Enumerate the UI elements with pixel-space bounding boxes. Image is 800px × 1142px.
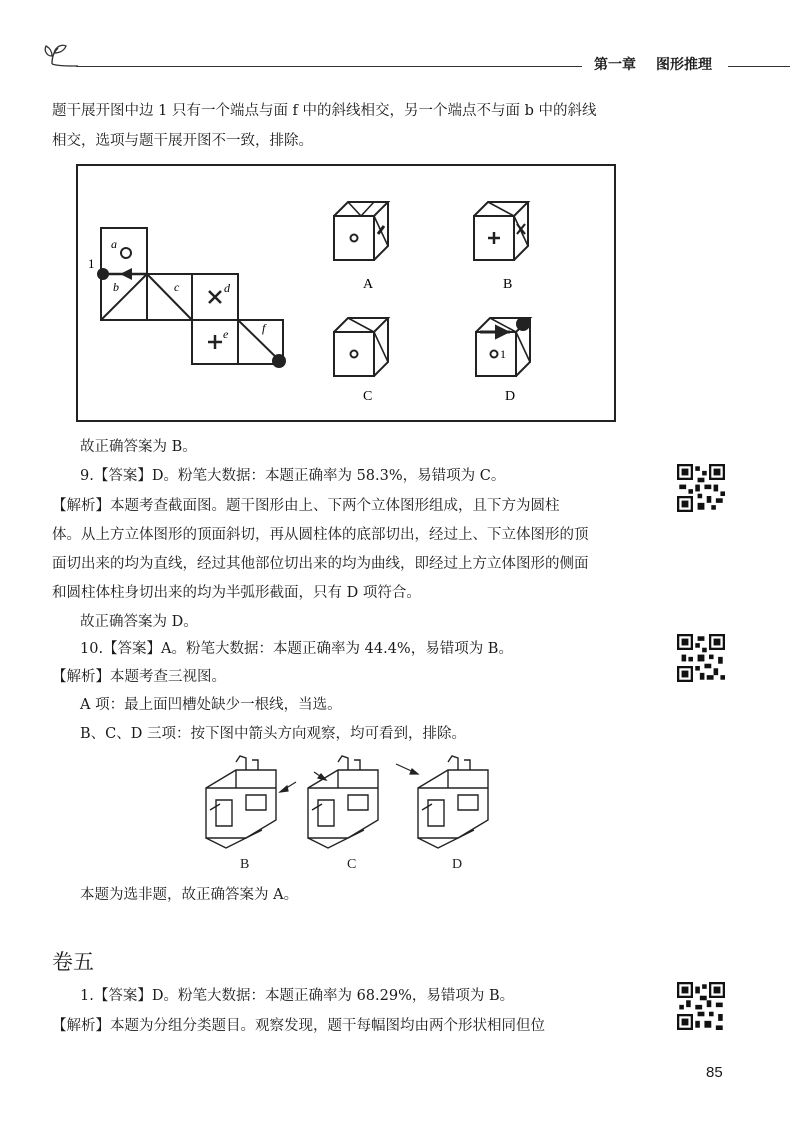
intro-line-1: 题干展开图中边 1 只有一个端点与面 f 中的斜线相交，另一个端点不与面 b 中的斜线: [52, 103, 597, 119]
q9-conclusion: 故正确答案为 D。: [80, 614, 198, 630]
page-number: 85: [706, 1064, 723, 1081]
intro-line-2: 相交，选项与题干展开图不一致，排除。: [52, 133, 313, 149]
solid-b: [206, 756, 276, 848]
header-rule-left: [76, 66, 582, 67]
qr-code-icon: [677, 464, 725, 512]
cube-d-edge-label: 1: [500, 347, 506, 361]
section5-q1-answer: 1.【答案】D。粉笔大数据：本题正确率为 68.29%，易错项为 B。: [80, 988, 515, 1004]
cube-net-figure: [76, 164, 616, 422]
header-rule-right: [728, 66, 790, 67]
option-label-a: A: [363, 277, 374, 292]
q10-answer: 10.【答案】A。粉笔大数据：本题正确率为 44.4%，易错项为 B。: [80, 641, 513, 657]
chapter-title: 图形推理: [656, 57, 712, 73]
q10-analysis: 【解析】本题考查三视图。: [52, 669, 226, 685]
q9-analysis-line-4: 和圆柱体柱身切出来的均为半弧形截面，只有 D 项符合。: [52, 585, 421, 601]
three-view-figure: [196, 750, 506, 876]
q8-conclusion: 故正确答案为 B。: [80, 439, 197, 455]
net-label-f: f: [262, 321, 266, 335]
net-label-b: b: [113, 280, 119, 294]
net-label-c: c: [174, 280, 180, 294]
section5-q1-analysis: 【解析】本题为分组分类题目。观察发现，题干每幅图均由两个形状相同但位: [52, 1018, 545, 1034]
cube-net: [101, 228, 283, 364]
q9-analysis-line-3: 面切出来的均为直线，经过其他部位切出来的均为曲线，即经过上方立体图形的侧面: [52, 556, 589, 572]
chapter-label: 第一章: [594, 57, 636, 73]
q9-answer: 9.【答案】D。粉笔大数据：本题正确率为 58.3%，易错项为 C。: [80, 468, 506, 484]
section-title: 卷五: [52, 950, 94, 974]
q10-item-bcd: B、C、D 三项：按下图中箭头方向观察，均可看到，排除。: [80, 726, 466, 742]
q9-analysis-line-2: 体。从上方立体图形的顶面斜切，再从圆柱体的底部切出，经过上、下立体图形的顶: [52, 527, 589, 543]
q10-conclusion: 本题为选非题，故正确答案为 A。: [80, 887, 299, 903]
solid-d: [418, 756, 488, 848]
net-label-edge-1: 1: [88, 256, 95, 271]
figure2-label-c: C: [347, 857, 357, 872]
qr-code-icon: [677, 634, 725, 682]
q9-analysis-line-1: 【解析】本题考查截面图。题干图形由上、下两个立体图形组成，且下方为圆柱: [52, 498, 560, 514]
net-label-d: d: [224, 281, 230, 295]
solid-c: [308, 756, 378, 848]
option-label-d: D: [505, 389, 516, 404]
qr-code-icon: [677, 982, 725, 1030]
net-label-e: e: [223, 327, 229, 341]
figure2-label-b: B: [240, 857, 250, 872]
figure2-label-d: D: [452, 857, 463, 872]
option-label-c: C: [363, 389, 373, 404]
net-label-a: a: [111, 237, 117, 251]
option-label-b: B: [503, 277, 513, 292]
sprout-icon: [38, 40, 78, 70]
q10-item-a: A 项：最上面凹槽处缺少一根线，当选。: [80, 697, 342, 713]
